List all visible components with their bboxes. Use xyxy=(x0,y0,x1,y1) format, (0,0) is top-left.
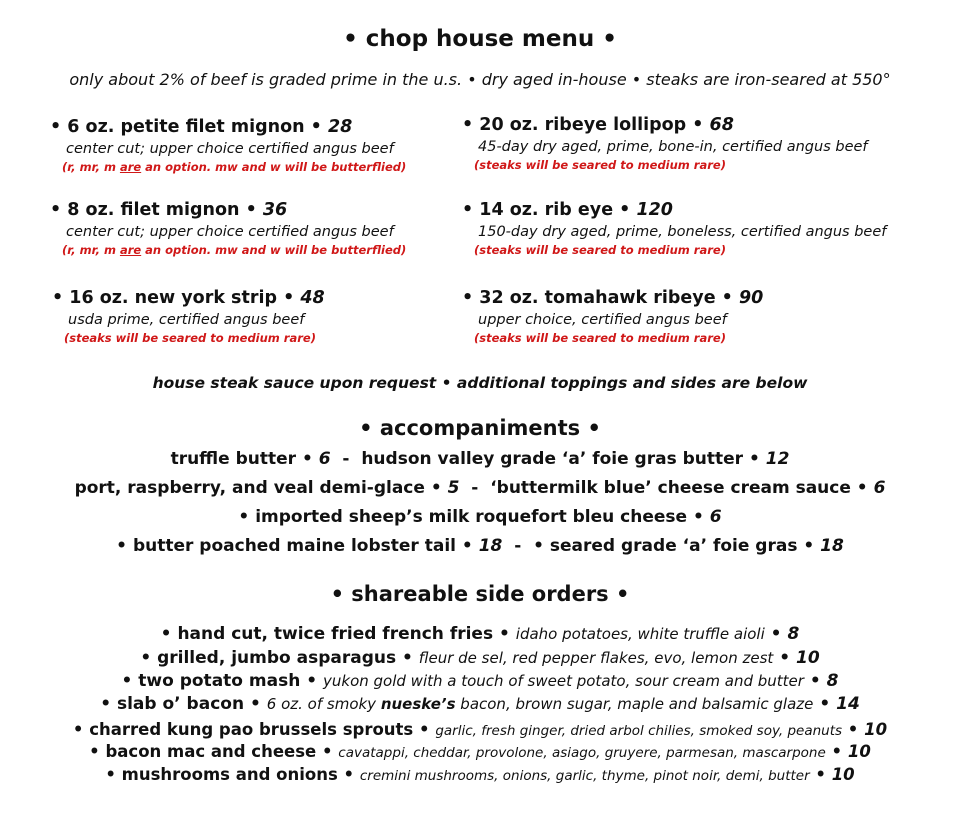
side-item: • grilled, jumbo asparagus • fleur de sel, red pepper flakes, evo, lemon zest • 10 xyxy=(140,648,820,668)
menu-title: • chop house menu • xyxy=(343,26,617,52)
side-item: • hand cut, twice fried french fries • idaho potatoes, white truffle aioli • 8 xyxy=(160,624,800,644)
steak-name: • 6 oz. petite filet mignon • xyxy=(50,117,328,137)
steak-name: • 16 oz. new york strip • xyxy=(52,288,301,308)
steak-name: • 20 oz. ribeye lollipop • xyxy=(462,115,710,135)
steak-item xyxy=(462,200,886,257)
steak-description: center cut; upper choice certified angus beef xyxy=(66,224,394,240)
steak-note: (steaks will be seared to medium rare) xyxy=(474,158,726,172)
steak-description: center cut; upper choice certified angus beef xyxy=(66,141,394,157)
steak-price: 36 xyxy=(262,200,288,220)
steak-price: 90 xyxy=(738,288,764,308)
steak-price: 48 xyxy=(300,288,325,308)
steak-note: (steaks will be seared to medium rare) xyxy=(64,331,316,345)
steak-note: (steaks will be seared to medium rare) xyxy=(474,331,726,345)
accompaniment-line: • butter poached maine lobster tail • 18 - • seared grade ‘a’ foie gras • 18 xyxy=(116,536,844,556)
steak-note: (r, mr, m are an option. mw and w will be butterflied) xyxy=(62,160,407,174)
side-item: • two potato mash • yukon gold with a touch of sweet potato, sour cream and butter • 8 xyxy=(121,671,839,691)
steak-note: (steaks will be seared to medium rare) xyxy=(474,243,726,257)
steak-description: usda prime, certified angus beef xyxy=(68,312,305,328)
steak-note: (r, mr, m are an option. mw and w will be butterflied) xyxy=(62,243,407,257)
steak-item xyxy=(50,200,406,257)
accompaniment-line: port, raspberry, and veal demi-glace • 5 - ‘buttermilk blue’ cheese cream sauce • 6 xyxy=(74,478,886,498)
steak-description: 150-day dry aged, prime, boneless, certified angus beef xyxy=(478,224,887,240)
steak-item xyxy=(462,115,868,172)
steak-price: 28 xyxy=(327,117,353,137)
steak-name: • 8 oz. filet mignon • xyxy=(50,200,263,220)
side-item: • slab o’ bacon • 6 oz. of smoky nueske’s bacon, brown sugar, maple and balsamic glaze • 14 xyxy=(100,694,860,714)
steak-item xyxy=(462,288,763,345)
side-item: • bacon mac and cheese • cavatappi, cheddar, provolone, asiago, gruyere, parmesan, mascarpone • 10 xyxy=(89,742,871,761)
menu-tagline: only about 2% of beef is graded prime in the u.s. • dry aged in-house • steaks are iron-seared at 550° xyxy=(69,70,891,89)
side-item: • mushrooms and onions • cremini mushrooms, onions, garlic, thyme, pinot noir, demi, butter • 10 xyxy=(105,765,855,784)
accompaniments-heading: • accompaniments • xyxy=(359,416,601,440)
steak-description: upper choice, certified angus beef xyxy=(478,312,727,328)
steak-sauce-note: house steak sauce upon request • additional toppings and sides are below xyxy=(152,374,808,392)
side-item: • charred kung pao brussels sprouts • garlic, fresh ginger, dried arbol chilies, smoked soy, peanuts • 10 xyxy=(72,720,888,739)
steak-description: 45-day dry aged, prime, bone-in, certified angus beef xyxy=(478,139,868,155)
steak-name: • 14 oz. rib eye • xyxy=(462,200,637,220)
steak-name: • 32 oz. tomahawk ribeye • xyxy=(462,288,739,308)
steak-item xyxy=(50,117,406,174)
steak-price: 68 xyxy=(709,115,734,135)
accompaniment-line: • imported sheep’s milk roquefort bleu cheese • 6 xyxy=(238,507,722,527)
steak-item xyxy=(52,288,325,345)
side-orders-heading: • shareable side orders • xyxy=(330,582,630,606)
accompaniment-line: truffle butter • 6 - hudson valley grade ‘a’ foie gras butter • 12 xyxy=(170,449,790,469)
steak-price: 120 xyxy=(636,200,673,220)
